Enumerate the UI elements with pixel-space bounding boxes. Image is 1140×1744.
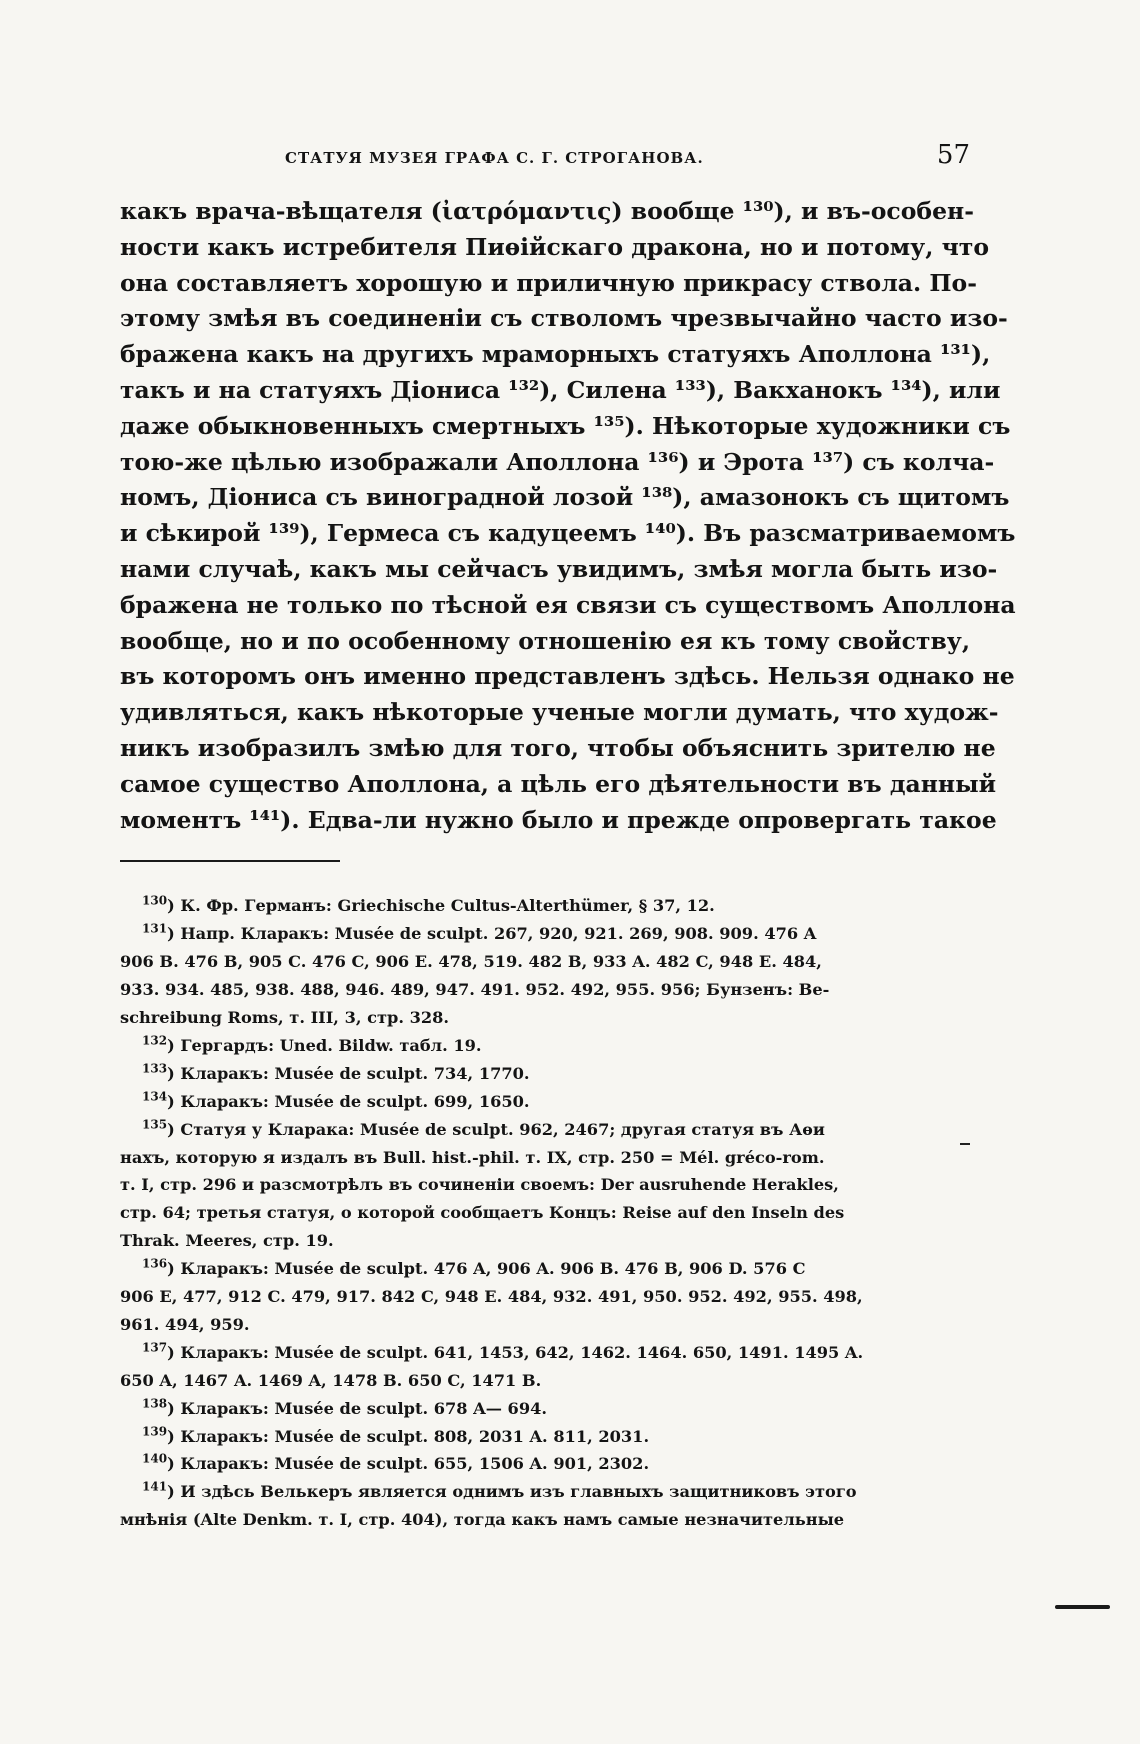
- footnote-line: 650 A, 1467 A. 1469 A, 1478 B. 650 C, 1471 B.: [120, 1370, 542, 1390]
- footnote: [120, 1088, 970, 1116]
- footnote-number: 136: [142, 1256, 168, 1271]
- footnote-line: 906 E, 477, 912 C. 479, 917. 842 C, 948 E. 484, 932. 491, 950. 952. 492, 955. 498,: [120, 1287, 863, 1307]
- footnote-line: т. I, стр. 296 и разсмотрѣлъ въ сочиненіи своемъ: Der ausruhende Herakles,: [120, 1175, 839, 1195]
- footnote: [120, 1395, 970, 1423]
- footnote-line: [120, 1450, 970, 1478]
- text-line: моментъ ¹⁴¹). Едва-ли нужно было и прежде опровергать такое: [120, 805, 997, 834]
- footnote-line: [120, 1339, 970, 1367]
- margin-mark: [1055, 1605, 1110, 1609]
- footnote: [120, 1478, 970, 1534]
- footnote-line: [120, 920, 970, 948]
- text-line: тою-же цѣлью изображали Аполлона ¹³⁶) и Эрота ¹³⁷) съ колча-: [120, 447, 995, 476]
- footnote-number: 133: [142, 1061, 168, 1076]
- footnote-line: [120, 892, 970, 920]
- footnote-text: ) К. Фр. Германъ: Griechische Cultus-Alterthümer, § 37, 12.: [167, 896, 715, 916]
- footnote: [120, 1032, 970, 1060]
- book-page: [120, 140, 1016, 1534]
- footnote-number: 138: [142, 1396, 168, 1411]
- text-line: никъ изобразилъ змѣю для того, чтобы объяснить зрителю не: [120, 733, 996, 762]
- text-line: она составляетъ хорошую и приличную прикрасу ствола. По-: [120, 268, 977, 297]
- text-line: нами случаѣ, какъ мы сейчасъ увидимъ, змѣя могла быть изо-: [120, 554, 998, 583]
- footnote-text: ) Кларакъ: Musée de sculpt. 655, 1506 A. 901, 2302.: [167, 1454, 650, 1474]
- text-line: какъ врача-вѣщателя (ἰατρόμαντις) вообще ¹³⁰), и въ-особен-: [120, 197, 974, 225]
- text-line: и сѣкирой ¹³⁹), Гермеса съ кадуцеемъ ¹⁴⁰). Въ разсматриваемомъ: [120, 519, 1016, 548]
- footnote-number: 134: [142, 1089, 168, 1104]
- margin-tick: [960, 1143, 970, 1145]
- footnote-number: 130: [142, 893, 168, 908]
- footnote-text: ) И здѣсь Велькеръ является однимъ изъ главныхъ защитниковъ этого: [167, 1482, 857, 1502]
- footnote-line: стр. 64; третья статуя, о которой сообщаетъ Концъ: Reise auf den Inseln des: [120, 1203, 845, 1223]
- footnote-text: ) Напр. Кларакъ: Musée de sculpt. 267, 920, 921. 269, 908. 909. 476 A: [167, 924, 817, 944]
- footnote-line: [120, 1423, 970, 1451]
- footnote-line: schreibung Roms, т. III, 3, стр. 328.: [120, 1007, 450, 1027]
- page-number: 57: [936, 140, 970, 170]
- footnote: [120, 1339, 970, 1395]
- footnote: [120, 1450, 970, 1478]
- footnote-line: [120, 1032, 970, 1060]
- footnote-number: 135: [142, 1117, 168, 1132]
- footnote-text: ) Статуя у Кларака: Musée de sculpt. 962, 2467; другая статуя въ Аѳи: [167, 1119, 825, 1139]
- text-line: удивляться, какъ нѣкоторые ученые могли думать, что худож-: [120, 698, 999, 727]
- main-text: [120, 194, 1016, 838]
- running-title: СТАТУЯ МУЗЕЯ ГРАФА С. Г. СТРОГАНОВА.: [285, 149, 704, 167]
- footnote-number: 139: [142, 1424, 168, 1439]
- footnotes: [120, 892, 970, 1534]
- footnote-number: 131: [142, 921, 168, 936]
- footnote-line: [120, 1395, 970, 1423]
- footnote-line: [120, 1088, 970, 1116]
- footnote-text: ) Кларакъ: Musée de sculpt. 699, 1650.: [167, 1091, 530, 1111]
- footnote-text: ) Кларакъ: Musée de sculpt. 641, 1453, 642, 1462. 1464. 650, 1491. 1495 A.: [167, 1342, 864, 1362]
- footnote: [120, 1060, 970, 1088]
- footnote-line: нахъ, которую я издалъ въ Bull. hist.-phil. т. IX, стр. 250 = Mél. gréco-rom.: [120, 1147, 825, 1167]
- footnote-number: 137: [142, 1340, 168, 1355]
- footnote-text: ) Гергардъ: Uned. Bildw. табл. 19.: [167, 1035, 482, 1055]
- footnote: [120, 1116, 970, 1256]
- footnote-line: [120, 1060, 970, 1088]
- text-line: самое существо Аполлона, а цѣль его дѣятельности въ данный: [120, 769, 997, 798]
- text-line: такъ и на статуяхъ Діониса ¹³²), Силена ¹³³), Вакханокъ ¹³⁴), или: [120, 375, 1001, 404]
- footnote-line: 961. 494, 959.: [120, 1314, 250, 1334]
- footnote: [120, 920, 970, 1032]
- footnote-number: 141: [142, 1479, 168, 1494]
- text-line: номъ, Діониса съ виноградной лозой ¹³⁸), амазонокъ съ щитомъ: [120, 483, 1010, 512]
- footnote-line: мнѣнія (Alte Denkm. т. I, стр. 404), тогда какъ намъ самые незначительные: [120, 1510, 845, 1530]
- footnote-line: 906 B. 476 B, 905 C. 476 C, 906 E. 478, 519. 482 B, 933 A. 482 C, 948 E. 484,: [120, 952, 822, 972]
- footnote: [120, 892, 970, 920]
- footnote-line: [120, 1116, 970, 1144]
- text-line: вообще, но и по особенному отношенію ея къ тому свойству,: [120, 626, 970, 655]
- footnote-line: Thrak. Meeres, стр. 19.: [120, 1231, 334, 1251]
- text-line: бражена какъ на другихъ мраморныхъ статуяхъ Аполлона ¹³¹),: [120, 340, 991, 369]
- footnote: [120, 1255, 970, 1339]
- footnote-text: ) Кларакъ: Musée de sculpt. 678 A— 694.: [167, 1398, 547, 1418]
- footnote-line: [120, 1255, 970, 1283]
- text-line: ности какъ истребителя Пиѳійскаго дракона, но и потому, что: [120, 232, 990, 261]
- footnote-text: ) Кларакъ: Musée de sculpt. 734, 1770.: [167, 1063, 530, 1083]
- footnote-divider: [120, 860, 340, 862]
- footnote-number: 132: [142, 1033, 168, 1048]
- page-header: [120, 140, 970, 180]
- footnote-line: 933. 934. 485, 938. 488, 946. 489, 947. 491. 952. 492, 955. 956; Бунзенъ: Be-: [120, 980, 830, 1000]
- text-line: этому змѣя въ соединеніи съ стволомъ чрезвычайно часто изо-: [120, 304, 1008, 333]
- footnote-number: 140: [142, 1452, 168, 1467]
- text-line: бражена не только по тѣсной ея связи съ существомъ Аполлона: [120, 590, 1016, 619]
- footnote-text: ) Кларакъ: Musée de sculpt. 808, 2031 A. 811, 2031.: [167, 1426, 650, 1446]
- text-line: въ которомъ онъ именно представленъ здѣсь. Нельзя однако не: [120, 662, 1015, 691]
- footnote-text: ) Кларакъ: Musée de sculpt. 476 A, 906 A. 906 B. 476 B, 906 D. 576 C: [167, 1259, 806, 1279]
- footnote-line: [120, 1478, 970, 1506]
- footnote: [120, 1423, 970, 1451]
- text-line: даже обыкновенныхъ смертныхъ ¹³⁵). Нѣкоторые художники съ: [120, 411, 1011, 440]
